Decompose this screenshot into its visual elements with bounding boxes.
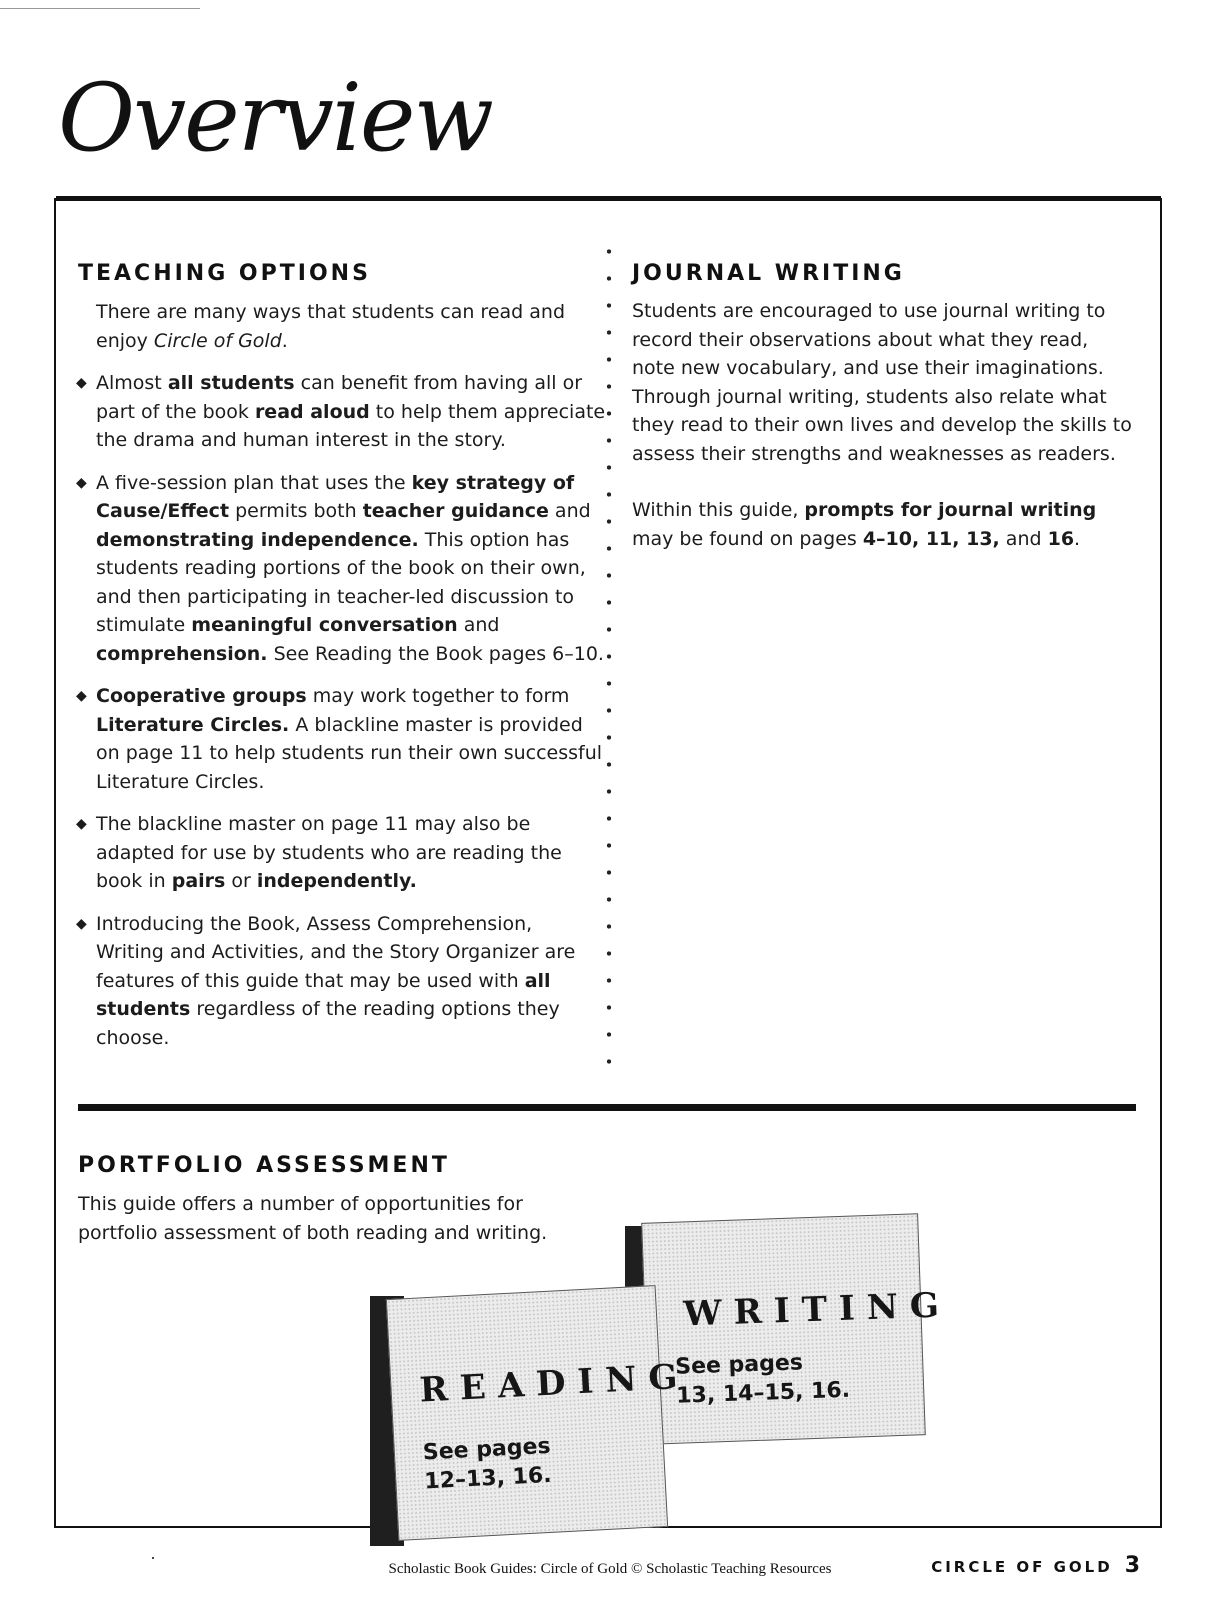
portfolio-assessment-heading: PORTFOLIO ASSESSMENT bbox=[78, 1153, 450, 1178]
bullet-text: A blackline master is provided on page 11 to help students run their own successful Literature Circles. bbox=[96, 713, 603, 793]
footer-speck bbox=[152, 1557, 154, 1559]
bullet-text: may work together to form bbox=[306, 685, 570, 707]
diamond-bullet-icon: ◆ bbox=[76, 375, 87, 391]
section-divider-rule bbox=[78, 1104, 1136, 1111]
journal-writing-heading: JOURNAL WRITING bbox=[632, 261, 905, 286]
journal-text: may be found on pages bbox=[632, 527, 863, 550]
teaching-options-column bbox=[76, 298, 606, 1066]
footer-credit: Scholastic Book Guides: Circle of Gold © Scholastic Teaching Resources bbox=[388, 1561, 832, 1577]
bullet-text: The blackline master on page 11 may also be adapted for use by students who are reading the book in bbox=[96, 813, 562, 892]
writing-card bbox=[641, 1213, 952, 1445]
bullet-bold: Cooperative groups bbox=[96, 685, 307, 707]
frame-left-border bbox=[54, 198, 56, 1528]
journal-bold: prompts for journal writing bbox=[804, 499, 1097, 521]
bullet-five-session-plan bbox=[76, 469, 606, 669]
bullet-text: to help them appreciate the drama and human interest in the story. bbox=[96, 400, 606, 451]
diamond-bullet-icon: ◆ bbox=[76, 474, 87, 491]
journal-text: and bbox=[999, 527, 1048, 550]
writing-pages-line1: See pages bbox=[674, 1350, 804, 1380]
bullet-bold: demonstrating independence. bbox=[96, 528, 419, 551]
journal-bold: 4–10, 11, 13, bbox=[862, 527, 1000, 550]
reading-pages-line2: 12–13, 16. bbox=[423, 1462, 553, 1495]
bullet-text: A five-session plan that uses the bbox=[96, 471, 412, 494]
bullet-bold: pairs bbox=[171, 870, 226, 892]
portfolio-assessment-text: This guide offers a number of opportunities for portfolio assessment of both reading and writing. bbox=[78, 1193, 548, 1244]
bullet-text: and bbox=[457, 614, 500, 636]
journal-prompts-paragraph bbox=[632, 496, 1132, 553]
bullet-text: Introducing the Book, Assess Comprehension, Writing and Activities, and the Story Organizer are features of this guide that may be used with bbox=[96, 912, 576, 992]
page-number: 3 bbox=[1124, 1553, 1140, 1578]
bullet-bold: read aloud bbox=[254, 400, 370, 423]
bullet-bold: all students bbox=[167, 372, 295, 394]
intro-text: There are many ways that students can read and enjoy bbox=[96, 301, 566, 352]
diamond-bullet-icon: ◆ bbox=[76, 688, 87, 704]
reading-card-pages bbox=[422, 1432, 553, 1497]
journal-writing-paragraph: Students are encouraged to use journal writing to record their observations about what they read, note new vocabulary, and use their imaginations. Through journal writing, students also relate what they read to their own lives and develop the skills to assess their strengths and weaknesses as readers. bbox=[632, 300, 1132, 465]
bullet-text: permits both bbox=[229, 500, 363, 522]
footer-book-page bbox=[931, 1553, 1140, 1578]
title-rule bbox=[56, 196, 1161, 201]
book-title-italic: Circle of Gold bbox=[153, 329, 282, 352]
page-title: Overview bbox=[58, 64, 492, 173]
journal-text: . bbox=[1074, 527, 1081, 550]
reading-pages-line1: See pages bbox=[422, 1433, 552, 1466]
footer-book-title: CIRCLE OF GOLD bbox=[931, 1558, 1113, 1576]
bullet-text: regardless of the reading options they choose. bbox=[96, 998, 560, 1049]
bullet-text: and bbox=[548, 500, 591, 522]
intro-punct: . bbox=[281, 329, 288, 352]
journal-text: Within this guide, bbox=[632, 499, 805, 521]
teaching-options-heading: TEACHING OPTIONS bbox=[78, 261, 371, 286]
bullet-text: This option has students reading portions of the book on their own, and then participating in teacher-led discussion to stimulate bbox=[96, 528, 586, 636]
bullet-bold: independently. bbox=[256, 870, 417, 892]
writing-pages-line2: 13, 14–15, 16. bbox=[675, 1377, 851, 1409]
bullet-text: See Reading the Book pages 6–10. bbox=[267, 642, 604, 665]
bullet-blackline-master bbox=[76, 810, 606, 896]
bullet-bold: teacher guidance bbox=[362, 500, 549, 522]
diamond-bullet-icon: ◆ bbox=[76, 816, 87, 832]
bullet-text: Almost bbox=[96, 372, 168, 394]
frame-right-border bbox=[1160, 198, 1162, 1528]
bullet-bold: key strategy of Cause/Effect bbox=[96, 471, 575, 522]
bullet-cooperative-groups bbox=[76, 682, 606, 796]
bullet-read-aloud bbox=[76, 369, 606, 455]
top-crop-marks bbox=[0, 8, 200, 11]
journal-bold: 16 bbox=[1047, 527, 1075, 550]
writing-card-label: WRITING bbox=[682, 1285, 952, 1335]
bullet-guide-features bbox=[76, 910, 606, 1053]
writing-card-pages bbox=[675, 1347, 851, 1411]
bullet-text: or bbox=[225, 870, 257, 892]
teaching-options-intro bbox=[96, 298, 606, 355]
reading-card-label: READING bbox=[418, 1356, 691, 1411]
bullet-bold: comprehension. bbox=[96, 642, 268, 665]
journal-writing-column bbox=[632, 297, 1132, 553]
bullet-text: can benefit from having all or part of the book bbox=[96, 372, 583, 423]
reading-card bbox=[386, 1285, 691, 1541]
bullet-bold: Literature Circles. bbox=[96, 713, 290, 736]
column-dotted-divider bbox=[606, 238, 612, 1082]
bullet-bold: all students bbox=[96, 969, 551, 1020]
diamond-bullet-icon: ◆ bbox=[76, 915, 87, 932]
bullet-bold: meaningful conversation bbox=[191, 614, 458, 636]
